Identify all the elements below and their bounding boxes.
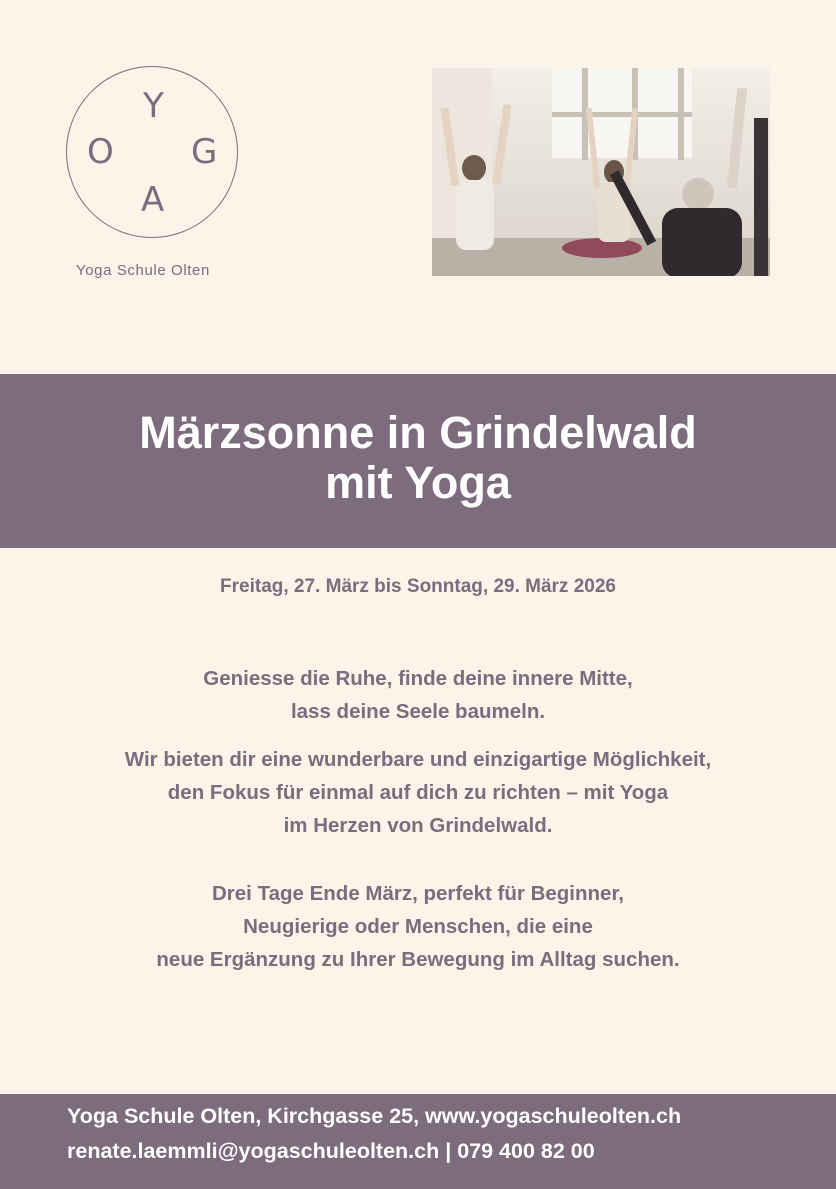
yoga-class-photo bbox=[432, 68, 770, 276]
paragraph-line: lass deine Seele baumeln. bbox=[290, 700, 546, 723]
paragraph-line: Wir bieten dir eine wunderbare und einzigartige Möglichkeit, bbox=[124, 748, 712, 771]
event-date: Freitag, 27. März bis Sonntag, 29. März 2026 bbox=[220, 576, 616, 597]
footer-address: Yoga Schule Olten, Kirchgasse 25, www.yogaschuleolten.ch bbox=[67, 1104, 682, 1128]
footer-contact: renate.laemmli@yogaschuleolten.ch | 079 400 82 00 bbox=[67, 1139, 595, 1163]
paragraph-2 bbox=[0, 743, 836, 842]
paragraph-line: Geniesse die Ruhe, finde deine innere Mitte, bbox=[203, 667, 633, 690]
page-title-line-2: mit Yoga bbox=[325, 457, 511, 508]
paragraph-1 bbox=[0, 662, 836, 728]
paragraph-line: neue Ergänzung zu Ihrer Bewegung im Alltag suchen. bbox=[156, 948, 680, 971]
logo-letter-o: O bbox=[87, 132, 114, 172]
logo-circle bbox=[66, 66, 238, 238]
logo-letter-y: Y bbox=[143, 86, 164, 126]
paragraph-line: im Herzen von Grindelwald. bbox=[283, 814, 553, 837]
paragraph-line: Neugierige oder Menschen, die eine bbox=[243, 915, 593, 938]
title-band bbox=[0, 374, 836, 548]
logo-letter-a: A bbox=[141, 180, 165, 220]
logo bbox=[66, 66, 240, 279]
paragraph-line: Drei Tage Ende März, perfekt für Beginner, bbox=[212, 882, 624, 905]
logo-letter-g: G bbox=[191, 132, 218, 172]
logo-caption: Yoga Schule Olten bbox=[76, 262, 210, 279]
page-title-line-1: Märzsonne in Grindelwald bbox=[139, 407, 697, 458]
paragraph-line: den Fokus für einmal auf dich zu richten – mit Yoga bbox=[167, 781, 669, 804]
footer bbox=[0, 1094, 836, 1189]
paragraph-3 bbox=[0, 877, 836, 976]
